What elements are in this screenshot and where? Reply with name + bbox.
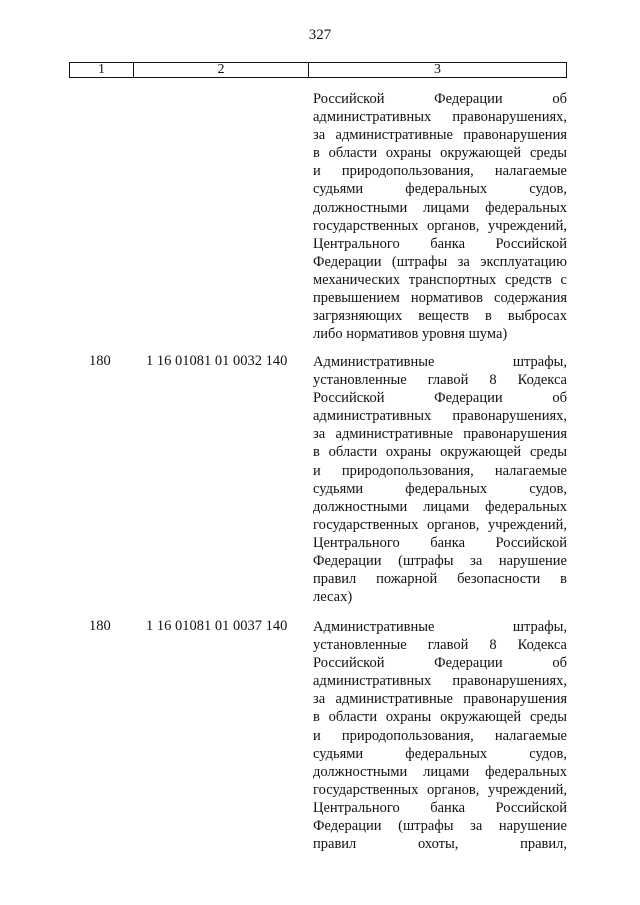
description-line: административных правонарушениях, xyxy=(313,673,567,690)
description-line: и природопользования, налагаемые xyxy=(313,727,567,744)
description-line: механических транспортных средств с xyxy=(313,271,567,288)
description-line: должностными лицами федеральных xyxy=(313,498,567,515)
page-number: 327 xyxy=(308,27,332,43)
description-line: и природопользования, налагаемые xyxy=(313,163,567,180)
description-line: судьями федеральных судов, xyxy=(313,181,567,198)
description-line: в области охраны окружающей среды xyxy=(313,145,567,162)
description-line: Центрального банка Российской xyxy=(313,799,567,816)
description-line: лесах) xyxy=(313,589,353,606)
description-line: либо нормативов уровня шума) xyxy=(313,326,508,343)
description-line: Федерации (штрафы за нарушение xyxy=(313,553,567,570)
description-line: Центрального банка Российской xyxy=(313,235,567,252)
description-line: за административные правонарушения xyxy=(313,127,567,144)
description-line: судьями федеральных судов, xyxy=(313,480,567,497)
kbk-code: 1 16 01081 01 0037 140 xyxy=(146,618,288,634)
description xyxy=(313,618,567,853)
description-line: загрязняющих веществ в выбросах xyxy=(313,308,567,325)
description xyxy=(313,90,567,343)
description-line: должностными лицами федеральных xyxy=(313,763,567,780)
description-line: установленные главой 8 Кодекса xyxy=(313,372,567,389)
description-line: административных правонарушениях, xyxy=(313,109,567,126)
header-col-3: 3 xyxy=(434,62,441,77)
description-line: государственных органов, учреждений, xyxy=(313,217,567,234)
description-line: должностными лицами федеральных xyxy=(313,199,567,216)
description-line: Федерации (штрафы за эксплуатацию xyxy=(313,253,567,270)
description-line: за административные правонарушения xyxy=(313,691,567,708)
description-line: Административные штрафы, xyxy=(313,354,567,370)
description-line: правил охоты, правил, xyxy=(313,836,567,853)
description-line: правил пожарной безопасности в xyxy=(313,571,567,588)
description-line: государственных органов, учреждений, xyxy=(313,516,567,533)
description-line: установленные главой 8 Кодекса xyxy=(313,637,567,654)
description-line: судьями федеральных судов, xyxy=(313,745,567,762)
admin-code: 180 xyxy=(89,618,111,634)
table-header-row xyxy=(69,62,567,78)
description-line: Российской Федерации об xyxy=(313,91,567,107)
description-line: Российской Федерации об xyxy=(313,390,567,407)
description-line: Федерации (штрафы за нарушение xyxy=(313,818,567,835)
description-line: административных правонарушениях, xyxy=(313,408,567,425)
description-line: Административные штрафы, xyxy=(313,619,567,635)
description-line: Центрального банка Российской xyxy=(313,534,567,551)
header-col-1: 1 xyxy=(70,63,134,77)
kbk-code: 1 16 01081 01 0032 140 xyxy=(146,353,288,369)
description-line: Российской Федерации об xyxy=(313,655,567,672)
description-line: в области охраны окружающей среды xyxy=(313,444,567,461)
description xyxy=(313,353,567,606)
admin-code: 180 xyxy=(89,353,111,369)
description-line: государственных органов, учреждений, xyxy=(313,781,567,798)
description-line: и природопользования, налагаемые xyxy=(313,462,567,479)
description-line: за административные правонарушения xyxy=(313,426,567,443)
header-col-2: 2 xyxy=(134,63,309,77)
description-line: превышением нормативов содержания xyxy=(313,290,567,307)
description-line: в области охраны окружающей среды xyxy=(313,709,567,726)
